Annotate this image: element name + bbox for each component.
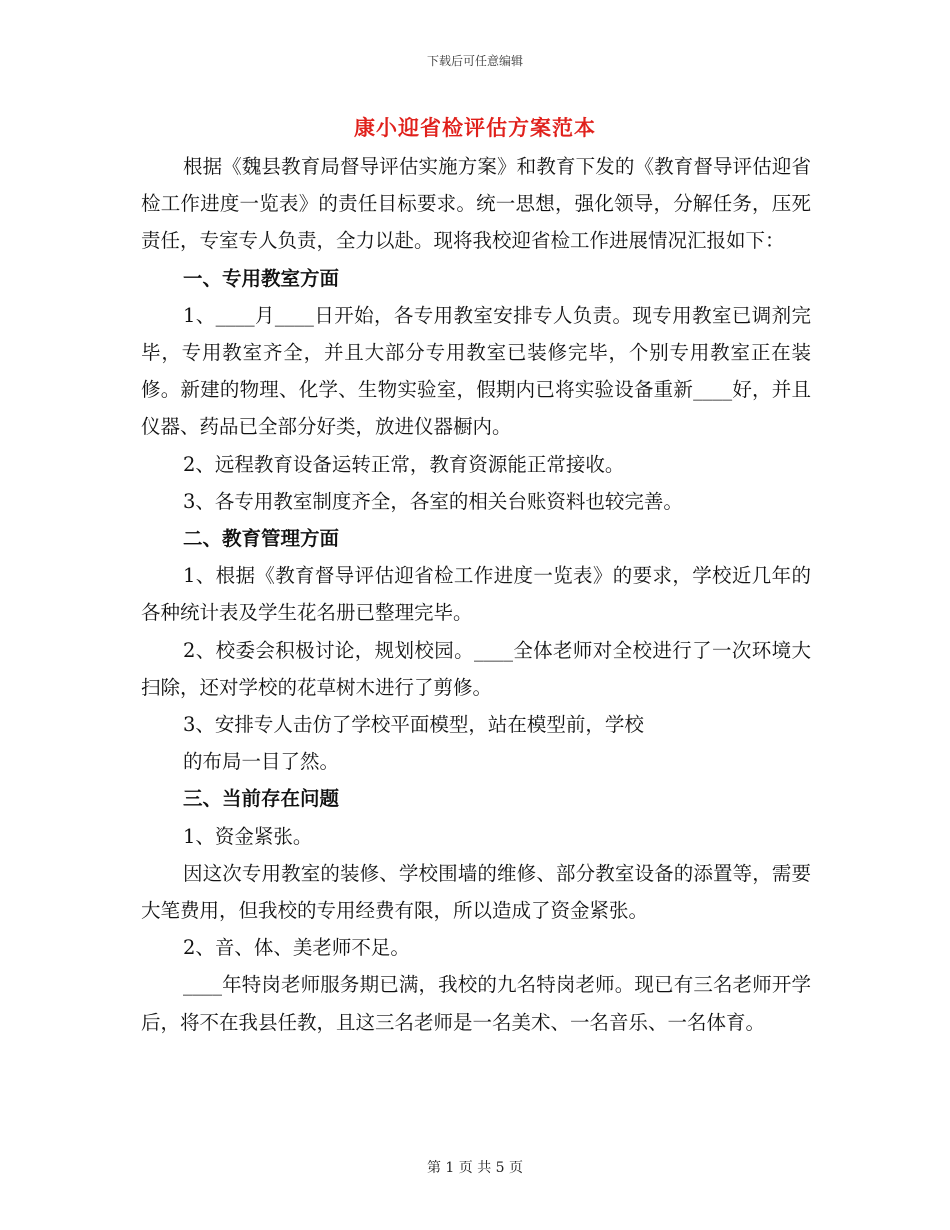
intro-paragraph: 根据《魏县教育局督导评估实施方案》和教育下发的《教育督导评估迎省检工作进度一览表》的责任目标要求。统一思想，强化领导，分解任务，压死责任，专室专人负责，全力以赴。现将我校迎省检工作进展情况汇报如下： [141,155,811,253]
header-note: 下载后可任意编辑 [426,54,523,68]
paragraph-3-1: 1、资金紧张。 [183,824,313,848]
document-body [141,148,811,1041]
paragraph-1-3: 3、各专用教室制度齐全，各室的相关台账资料也较完善。 [183,489,683,513]
paragraph-3-2-detail: ____年特岗老师服务期已满，我校的九名特岗老师。现已有三名老师开学后，将不在我县任教，且这三名老师是一名美术、一名音乐、一名体育。 [141,973,811,1034]
paragraph-1-1: 1、____月____日开始，各专用教室安排专人负责。现专用教室已调剂完毕，专用教室齐全，并且大部分专用教室已装修完毕，个别专用教室正在装修。新建的物理、化学、生物实验室，假期内已将实验设备重新____好，并且仪器、药品已全部分好类，放进仪器橱内。 [141,303,811,439]
page-footer: 第 1 页 共 5 页 [426,1160,524,1176]
paragraph-2-3: 3、安排专人击仿了学校平面模型，站在模型前，学校 [183,713,644,737]
paragraph-3-1-detail: 因这次专用教室的装修、学校围墙的维修、部分教室设备的添置等，需要大笔费用，但我校的专用经费有限，所以造成了资金紧张。 [141,861,811,923]
section-heading-3: 三、当前存在问题 [183,787,340,811]
paragraph-1-2: 2、远程教育设备运转正常，教育资源能正常接收。 [183,452,625,476]
document-title: 康小迎省检评估方案范本 [354,115,596,140]
section-heading-2: 二、教育管理方面 [183,527,340,551]
paragraph-2-1: 1、根据《教育督导评估迎省检工作进度一览表》的要求，学校近几年的各种统计表及学生花名册已整理完毕。 [141,564,811,625]
section-heading-1: 一、专用教室方面 [183,266,340,290]
paragraph-3-2: 2、音、体、美老师不足。 [183,936,410,960]
paragraph-2-3-continuation: 的布局一目了然。 [183,750,340,774]
paragraph-2-2: 2、校委会积极讨论，规划校园。____全体老师对全校进行了一次环境大扫除，还对学校的花草树木进行了剪修。 [141,638,811,699]
